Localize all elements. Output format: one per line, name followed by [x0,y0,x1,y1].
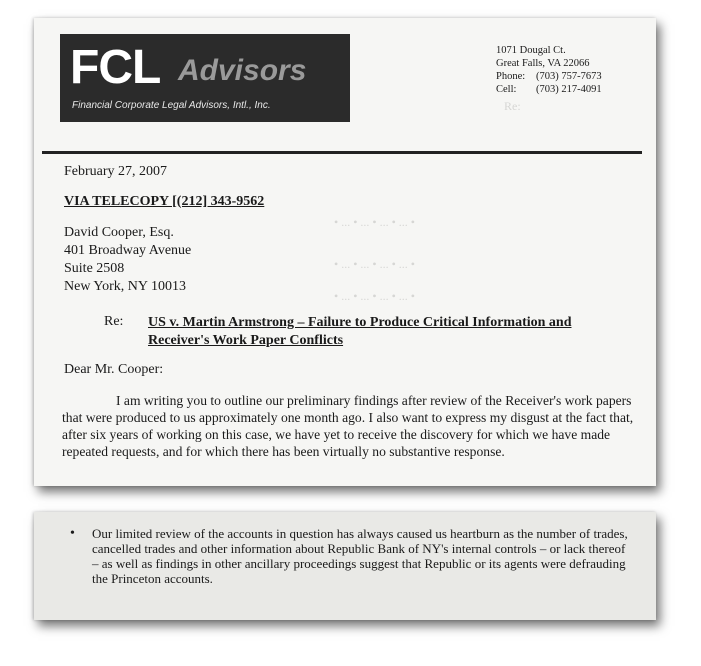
recipient-line: David Cooper, Esq. [64,225,174,240]
bleed-through-text: • ... • ... • ... • ... • [334,289,416,303]
bleed-through-text: • ... • ... • ... • ... • [334,257,416,271]
phone-row [496,70,602,83]
cell-row [496,83,602,96]
recipient-line: Suite 2508 [64,261,125,276]
recipient-address [64,224,191,296]
bullet-marker: • [70,526,75,541]
re-label: Re: [104,314,124,329]
address-line2: Great Falls, VA 22066 [496,58,590,69]
address-line1: 1071 Dougal Ct. [496,45,566,56]
phone-value: (703) 757-7673 [536,71,602,82]
subject-line-1: US v. Martin Armstrong – Failure to Produce Critical Information and [148,315,572,330]
body-paragraph: I am writing you to outline our preliminary findings after review of the Receiver's work papers that were produced to us approximately one month ago. I also want to express my disgust at the fact that, after six years of working on this case, we have yet to receive the discovery for which we have made repeated requests, and for which there has been virtually no substantive response. [62,393,634,459]
letter-page [34,18,656,486]
subject-line [148,314,571,350]
recipient-line: 401 Broadway Avenue [64,243,192,258]
phone-label: Phone: [496,71,526,82]
letterhead-divider [42,151,642,154]
logo-main-text: FCL [70,41,161,94]
excerpt-clipping [34,512,656,620]
bleed-through-text: • ... • ... • ... • ... • [334,215,416,229]
via-telecopy: VIA TELECOPY [(212] 343-9562 [64,194,265,209]
bleed-through-text: Re: [504,99,521,113]
bullet-text: Our limited review of the accounts in question has always caused us heartburn as the number of trades, cancelled trades and other information about Republic Bank of NY's internal controls – or lack thereof – as well as findings in other ancillary proceedings suggest that Republic or its agents were defrauding the Princeton accounts. [92,526,628,586]
logo-script-text: Advisors [178,54,307,87]
salutation: Dear Mr. Cooper: [64,362,164,377]
fcl-advisors-logo [60,34,350,122]
subject-line-2: Receiver's Work Paper Conflicts [148,333,344,348]
recipient-line: New York, NY 10013 [64,279,186,294]
cell-value: (703) 217-4091 [536,84,602,95]
letter-date: February 27, 2007 [64,164,168,179]
cell-label: Cell: [496,84,517,95]
letterhead-address [496,44,602,96]
logo-tagline: Financial Corporate Legal Advisors, Intl., Inc. [72,100,271,111]
